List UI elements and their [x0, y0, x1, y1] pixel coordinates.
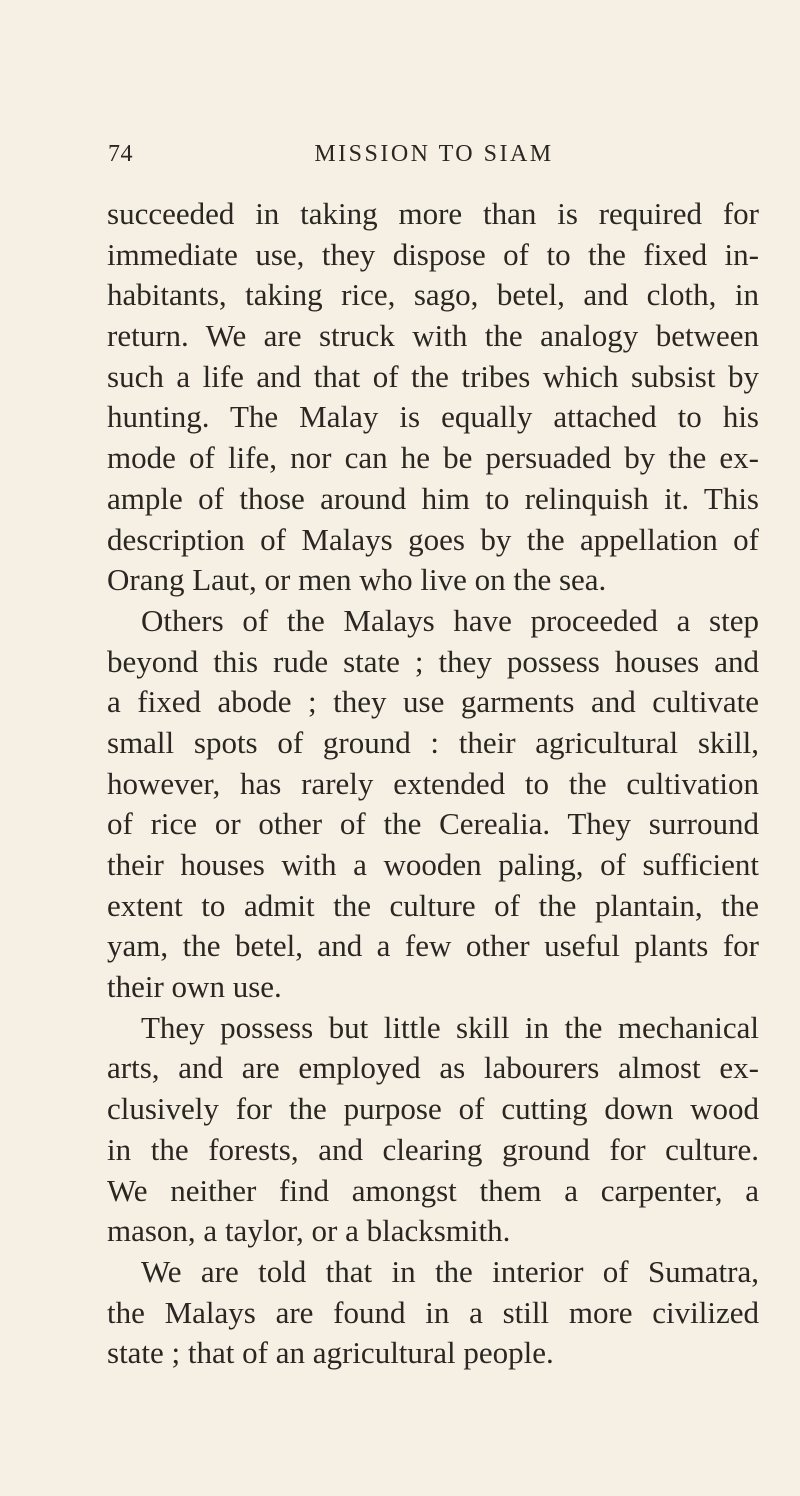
text-line: return. We are struck with the analogy between	[107, 318, 759, 354]
text-line: They possess but little skill in the mechanical	[141, 1009, 759, 1045]
page-number: 74	[108, 141, 133, 167]
text-line: extent to admit the culture of the plantain, the	[107, 887, 759, 923]
text-line: We neither find amongst them a carpenter, a	[107, 1172, 759, 1208]
text-line: beyond this rude state ; they possess houses and	[107, 643, 759, 679]
text-line: their own use.	[107, 969, 282, 1005]
page-header	[108, 134, 760, 174]
text-line: description of Malays goes by the appellation of	[107, 521, 759, 557]
text-line: Others of the Malays have proceeded a step	[141, 602, 759, 638]
text-line: a fixed abode ; they use garments and cultivate	[107, 684, 759, 720]
text-line: We are told that in the interior of Sumatra,	[141, 1253, 759, 1289]
text-line: arts, and are employed as labourers almost ex-	[107, 1050, 759, 1086]
text-line: yam, the betel, and a few other useful plants for	[107, 928, 759, 964]
text-line: mode of life, nor can he be persuaded by the ex-	[107, 440, 759, 476]
text-line: clusively for the purpose of cutting down wood	[107, 1091, 759, 1127]
text-line: ample of those around him to relinquish it. This	[107, 480, 759, 516]
text-line: habitants, taking rice, sago, betel, and cloth, in	[107, 277, 759, 313]
text-line: the Malays are found in a still more civilized	[107, 1294, 759, 1330]
text-line: mason, a taylor, or a blacksmith.	[107, 1213, 511, 1249]
text-line: such a life and that of the tribes which subsist by	[107, 358, 759, 394]
text-line: however, has rarely extended to the cultivation	[107, 765, 759, 801]
text-line: hunting. The Malay is equally attached to his	[107, 399, 759, 435]
text-line: Orang Laut, or men who live on the sea.	[107, 562, 607, 598]
text-line: their houses with a wooden paling, of sufficient	[107, 847, 759, 882]
text-line: in the forests, and clearing ground for culture.	[107, 1131, 759, 1167]
text-line: of rice or other of the Cerealia. They surround	[107, 806, 759, 842]
text-line: small spots of ground : their agricultural skill,	[107, 724, 759, 760]
body-text	[107, 194, 759, 1374]
running-head: MISSION TO SIAM	[314, 141, 554, 167]
text-line: immediate use, they dispose of to the fixed in-	[107, 236, 759, 272]
text-line: succeeded in taking more than is required for	[107, 196, 759, 231]
text-line: state ; that of an agricultural people.	[107, 1335, 554, 1371]
